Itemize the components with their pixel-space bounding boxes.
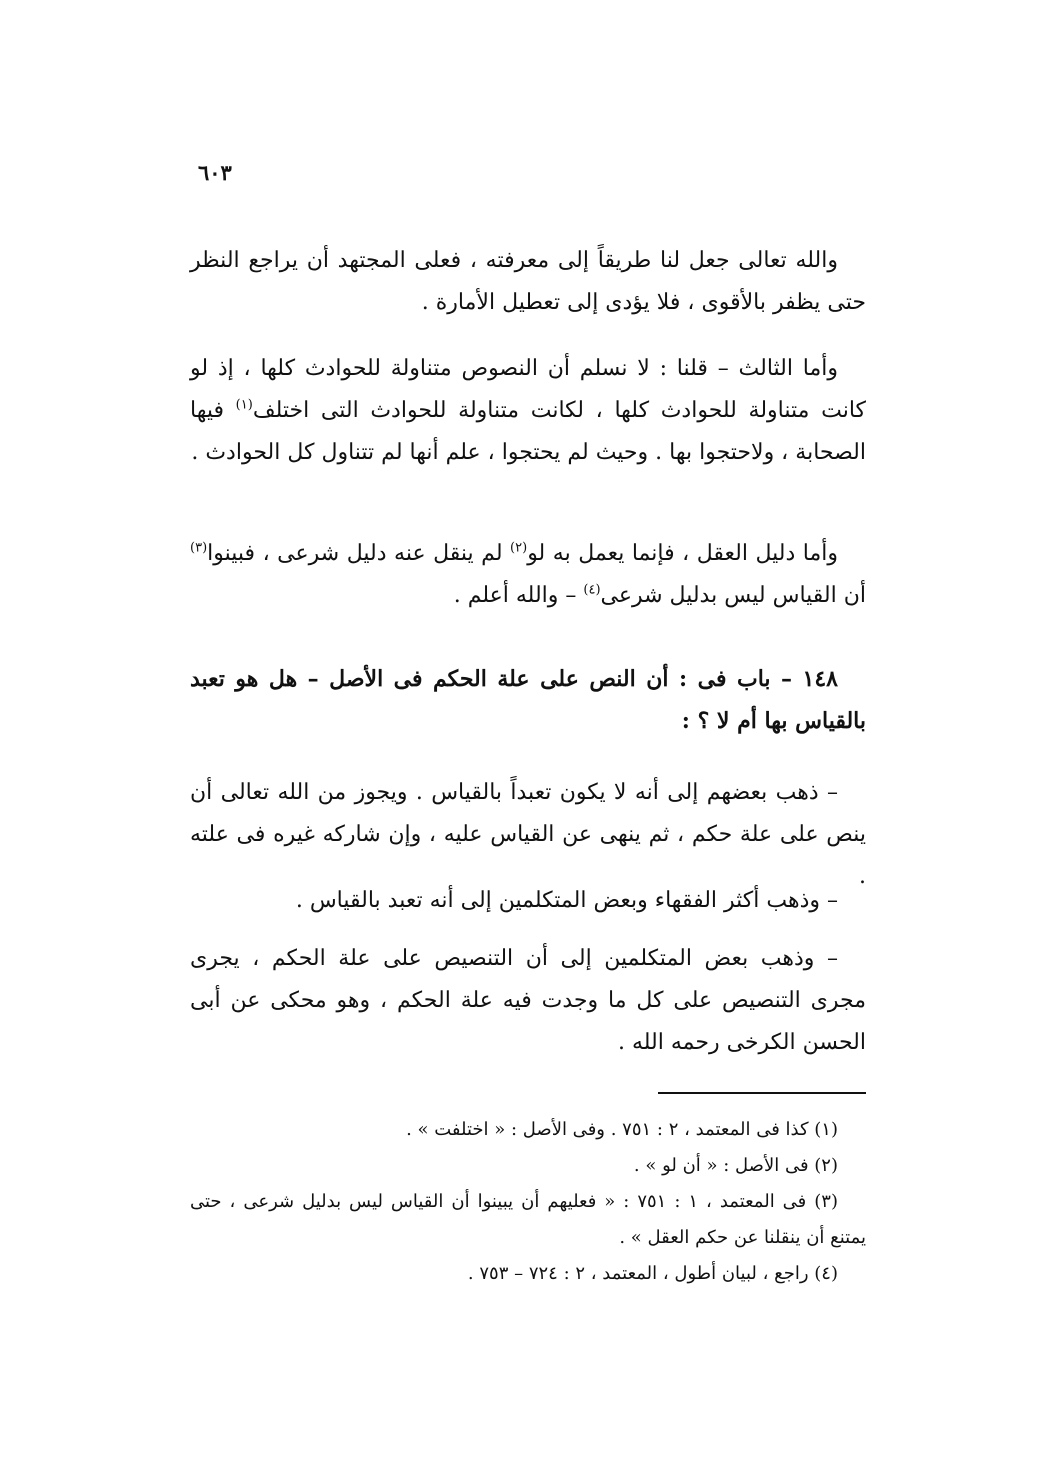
chapter-heading: [190, 658, 866, 742]
footnote-3: (٣) فى المعتمد ، ١ : ٧٥١ : « فعليهم أن يبينوا أن القياس ليس بدليل شرعى ، حتى يمتنع أن ينقلنا عن حكم العقل » .: [190, 1191, 866, 1248]
paragraph-6-text: – وذهب بعض المتكلمين إلى أن التنصيص على علة الحكم ، يجرى مجرى التنصيص على كل ما وجدت فيه علة الحكم ، وهو محكى عن أبى الحسن الكرخى رحمه الله .: [190, 946, 866, 1055]
paragraph-3: [190, 533, 866, 617]
paragraph-3-text-b: لم ينقل عنه دليل شرعى ، فبينوا: [207, 541, 511, 566]
paragraph-1-text: والله تعالى جعل لنا طريقاً إلى معرفته ، فعلى المجتهد أن يراجع النظر حتى يظفر بالأقوى ، فلا يؤدى إلى تعطيل الأمارة .: [190, 248, 866, 315]
footnote-4: (٤) راجع ، لبيان أطول ، المعتمد ، ٢ : ٧٢٤ – ٧٥٣ .: [467, 1263, 838, 1284]
footnote-divider: [658, 1092, 866, 1094]
chapter-heading-text: ١٤٨ – باب فى : أن النص على علة الحكم فى الأصل – هل هو تعبد بالقياس بها أم لا ؟ :: [190, 666, 866, 734]
paragraph-5: [190, 880, 866, 922]
footnote-ref-4: (٤): [583, 582, 601, 598]
paragraph-6: [190, 938, 866, 1064]
footnote-ref-2: (٢): [510, 540, 528, 556]
paragraph-2-text-a: وأما الثالث – قلنا : لا نسلم أن النصوص متناولة للحوادث كلها ، إذ لو كانت متناولة للحوادث كلها ، لكانت متناولة للحوادث التى اختلف: [190, 356, 866, 423]
page-number: ٦٠٣: [198, 160, 232, 185]
footnote-ref-1: (١): [235, 397, 253, 413]
paragraph-4-text: – ذهب بعضهم إلى أنه لا يكون تعبداً بالقياس . ويجوز من الله تعالى أن ينص على علة حكم ، ثم ينهى عن القياس عليه ، وإن شاركه غيره فى علته .: [190, 780, 866, 889]
footnote-ref-3: (٣): [190, 540, 208, 556]
paragraph-2: [190, 348, 866, 474]
paragraph-3-text-d: – والله أعلم .: [453, 583, 584, 608]
footnote-2: (٢) فى الأصل : « أن لو » .: [633, 1155, 838, 1176]
paragraph-5-text: – وذهب أكثر الفقهاء وبعض المتكلمين إلى أنه تعبد بالقياس .: [295, 888, 838, 913]
paragraph-3-text-a: وأما دليل العقل ، فإنما يعمل به لو: [527, 541, 838, 566]
paragraph-1: [190, 240, 866, 324]
footnotes: [190, 1112, 866, 1292]
footnote-1: (١) كذا فى المعتمد ، ٢ : ٧٥١ . وفى الأصل : « اختلفت » .: [406, 1119, 838, 1140]
paragraph-3-text-c: أن القياس ليس بدليل شرعى: [600, 583, 866, 608]
paragraph-2-text-b: فيها الصحابة ، ولاحتجوا بها . وحيث لم يحتجوا ، علم أنها لم تتناول كل الحوادث .: [190, 398, 866, 465]
